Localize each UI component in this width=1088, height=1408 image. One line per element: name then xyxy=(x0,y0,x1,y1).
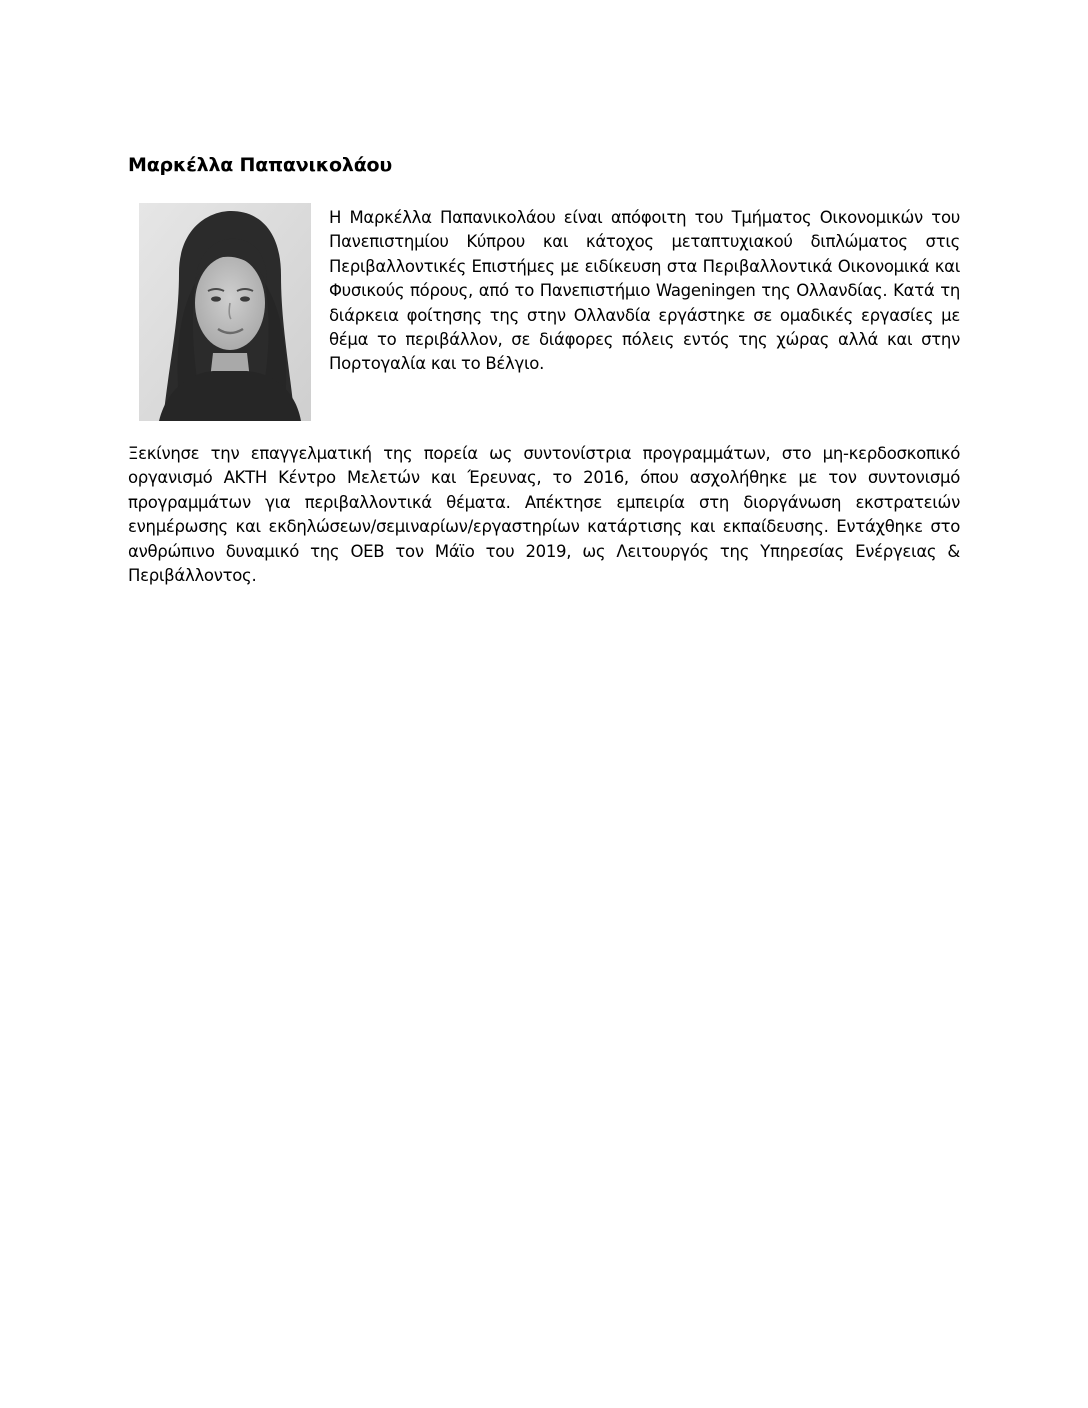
person-name-heading: Μαρκέλλα Παπανικολάου xyxy=(128,154,393,176)
portrait-photo xyxy=(139,203,311,421)
bio-career-paragraph: Ξεκίνησε την επαγγελματική της πορεία ως συντονίστρια προγραμμάτων, στο μη-κερδοσκοπικό οργανισμό ΑΚΤΗ Κέντρο Μελετών και Έρευνας, το 2016, όπου ασχολήθηκε με τον συντονισμό προγραμμάτων για περιβαλλοντικά θέματα. Απέκτησε εμπειρία στη διοργάνωση εκστρατειών ενημέρωσης και εκδηλώσεων/σεμιναρίων/εργαστηρίων κατάρτισης και εκπαίδευσης. Εντάχθηκε στο ανθρώπινο δυναμικό της ΟΕΒ τον Μάϊο του 2019, ως Λειτουργός της Υπηρεσίας Ενέργειας & Περιβάλλοντος. xyxy=(128,444,960,586)
portrait-icon xyxy=(139,203,311,421)
bio-intro-paragraph: Η Μαρκέλλα Παπανικολάου είναι απόφοιτη του Τμήματος Οικονομικών του Πανεπιστημίου Κύπρου και κάτοχος μεταπτυχιακού διπλώματος στις Περιβαλλοντικές Επιστήμες με ειδίκευση στα Περιβαλλοντικά Οικονομικά και Φυσικούς πόρους, από το Πανεπιστήμιο Wageningen της Ολλανδίας. Κατά τη διάρκεια φοίτησης της στην Ολλανδία εργάστηκε σε ομαδικές εργασίες με θέμα το περιβάλλον, σε διάφορες πόλεις εντός της χώρας αλλά και στην Πορτογαλία και το Βέλγιο. xyxy=(329,208,960,374)
